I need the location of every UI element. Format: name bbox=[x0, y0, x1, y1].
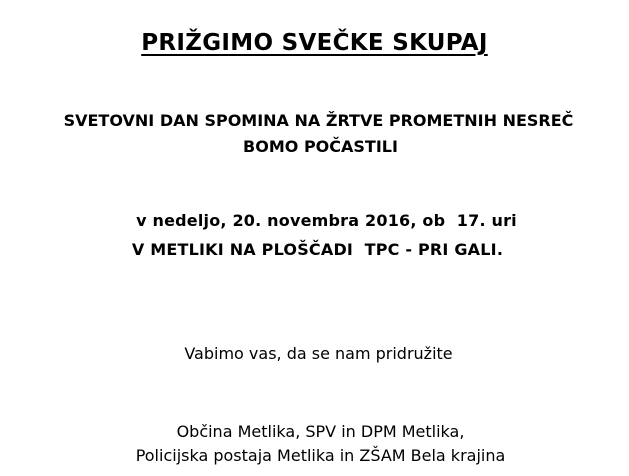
document-title bbox=[0, 30, 629, 56]
organizers-line-1: Občina Metlika, SPV in DPM Metlika, bbox=[176, 422, 465, 441]
subtitle-line-1: SVETOVNI DAN SPOMINA NA ŽRTVE PROMETNIH NESREČ bbox=[63, 111, 574, 130]
event-location: V METLIKI NA PLOŠČADI TPC - PRI GALI. bbox=[131, 240, 504, 259]
subtitle-line-2: BOMO POČASTILI bbox=[243, 137, 398, 156]
invitation-text: Vabimo vas, da se nam pridružite bbox=[184, 344, 453, 363]
organizers-line-2: Policijska postaja Metlika in ZŠAM Bela krajina bbox=[135, 446, 506, 465]
event-date-time: v nedeljo, 20. novembra 2016, ob 17. uri bbox=[136, 211, 517, 230]
document-title-text: PRIŽGIMO SVEČKE SKUPAJ bbox=[141, 30, 488, 56]
